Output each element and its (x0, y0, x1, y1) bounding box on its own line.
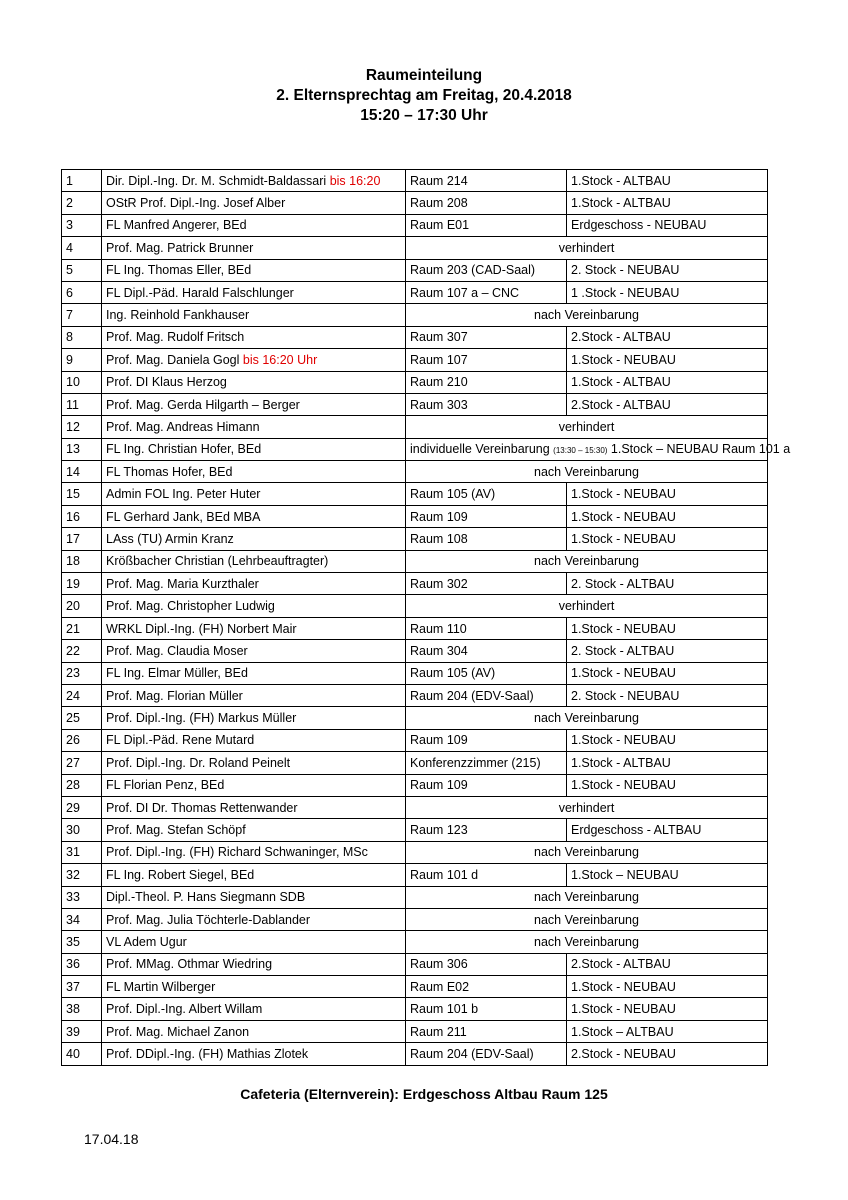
table-row (62, 1020, 768, 1042)
teacher-name (102, 953, 406, 975)
room-cell: Raum 208 (406, 192, 567, 214)
availability-status: nach Vereinbarung (406, 461, 768, 483)
room-cell: Raum 101 d (406, 864, 567, 886)
time-limit-note: bis 16:20 (329, 173, 381, 188)
row-number: 20 (62, 595, 102, 617)
location-cell: 1.Stock - NEUBAU (567, 662, 768, 684)
row-number: 40 (62, 1043, 102, 1065)
teacher-name-text: FL Florian Penz, BEd (106, 778, 225, 793)
teacher-name (102, 550, 406, 572)
teacher-name-text: Ing. Reinhold Fankhauser (106, 308, 250, 323)
row-number: 25 (62, 707, 102, 729)
teacher-name-text: Prof. Dipl.-Ing. (FH) Markus Müller (106, 711, 297, 726)
table-row (62, 304, 768, 326)
teacher-name-text: VL Adem Ugur (106, 934, 187, 949)
teacher-name (102, 908, 406, 930)
table-row (62, 483, 768, 505)
table-row (62, 192, 768, 214)
location-cell: Erdgeschoss - NEUBAU (567, 214, 768, 236)
table-row (62, 259, 768, 281)
teacher-name (102, 841, 406, 863)
row-number: 19 (62, 573, 102, 595)
location-cell: 2.Stock - ALTBAU (567, 326, 768, 348)
location-cell: 1.Stock - NEUBAU (567, 483, 768, 505)
availability-status: verhindert (406, 237, 768, 259)
row-number: 27 (62, 752, 102, 774)
teacher-name (102, 684, 406, 706)
row-number: 9 (62, 349, 102, 371)
teacher-name (102, 931, 406, 953)
table-row (62, 1043, 768, 1065)
teacher-name (102, 595, 406, 617)
row-number: 30 (62, 819, 102, 841)
teacher-name (102, 170, 406, 192)
cafeteria-note: Cafeteria (Elternverein): Erdgeschoss Altbau Raum 125 (240, 1086, 608, 1102)
room-cell: Raum 307 (406, 326, 567, 348)
row-number: 21 (62, 617, 102, 639)
table-row (62, 841, 768, 863)
location-cell: 1.Stock - NEUBAU (567, 349, 768, 371)
teacher-name-text: Prof. MMag. Othmar Wiedring (106, 957, 273, 972)
room-cell: Raum E02 (406, 976, 567, 998)
table-row (62, 528, 768, 550)
row-number: 3 (62, 214, 102, 236)
table-row (62, 281, 768, 303)
teacher-name (102, 662, 406, 684)
teacher-name (102, 304, 406, 326)
room-cell: Raum 204 (EDV-Saal) (406, 1043, 567, 1065)
teacher-name-text: Prof. Mag. Andreas Himann (106, 419, 260, 434)
room-cell: Raum 306 (406, 953, 567, 975)
teacher-name-text: FL Thomas Hofer, BEd (106, 464, 233, 479)
table-row (62, 550, 768, 572)
teacher-name (102, 281, 406, 303)
row-number: 14 (62, 461, 102, 483)
room-cell: Raum 304 (406, 640, 567, 662)
room-cell: Raum 123 (406, 819, 567, 841)
teacher-name-text: Prof. DI Dr. Thomas Rettenwander (106, 800, 298, 815)
location-cell: 1.Stock - NEUBAU (567, 505, 768, 527)
room-cell: Raum 302 (406, 573, 567, 595)
teacher-name (102, 214, 406, 236)
teacher-name-text: Prof. Mag. Florian Müller (106, 688, 243, 703)
availability-status: nach Vereinbarung (406, 931, 768, 953)
teacher-name (102, 774, 406, 796)
availability-status-part: 1.Stock – NEUBAU Raum 101 a (607, 442, 791, 457)
location-cell: 1.Stock – NEUBAU (567, 864, 768, 886)
location-cell: 1.Stock - NEUBAU (567, 729, 768, 751)
table-row (62, 237, 768, 259)
row-number: 39 (62, 1020, 102, 1042)
teacher-name-text: LAss (TU) Armin Kranz (106, 531, 234, 546)
teacher-name (102, 729, 406, 751)
row-number: 38 (62, 998, 102, 1020)
teacher-name-text: WRKL Dipl.-Ing. (FH) Norbert Mair (106, 621, 297, 636)
teacher-name (102, 483, 406, 505)
location-cell: 2. Stock - NEUBAU (567, 259, 768, 281)
document-title: Raumeinteilung (365, 67, 483, 84)
teacher-name-text: Prof. Mag. Stefan Schöpf (106, 823, 246, 838)
table-row (62, 371, 768, 393)
row-number: 36 (62, 953, 102, 975)
teacher-name-text: Prof. Mag. Patrick Brunner (106, 240, 254, 255)
teacher-name-text: FL Gerhard Jank, BEd MBA (106, 509, 261, 524)
teacher-name (102, 617, 406, 639)
row-number: 22 (62, 640, 102, 662)
location-cell: 1 .Stock - NEUBAU (567, 281, 768, 303)
row-number: 12 (62, 416, 102, 438)
teacher-name-text: FL Dipl.-Päd. Rene Mutard (106, 733, 255, 748)
table-row (62, 662, 768, 684)
teacher-name (102, 886, 406, 908)
teacher-name-text: FL Martin Wilberger (106, 979, 216, 994)
availability-status: nach Vereinbarung (406, 550, 768, 572)
teacher-name (102, 505, 406, 527)
availability-status (406, 438, 791, 460)
row-number: 37 (62, 976, 102, 998)
teacher-name (102, 259, 406, 281)
row-number: 15 (62, 483, 102, 505)
location-cell: 1.Stock - ALTBAU (567, 192, 768, 214)
teacher-name (102, 752, 406, 774)
room-cell: Raum 109 (406, 774, 567, 796)
availability-status: nach Vereinbarung (406, 304, 768, 326)
teacher-name (102, 573, 406, 595)
teacher-name-text: Dipl.-Theol. P. Hans Siegmann SDB (106, 890, 306, 905)
room-cell: Raum 107 (406, 349, 567, 371)
location-cell: 1.Stock – ALTBAU (567, 1020, 768, 1042)
room-cell: Raum 210 (406, 371, 567, 393)
table-row (62, 438, 768, 460)
room-cell: Raum E01 (406, 214, 567, 236)
teacher-name (102, 976, 406, 998)
row-number: 16 (62, 505, 102, 527)
room-cell: Raum 108 (406, 528, 567, 550)
room-cell: Raum 109 (406, 505, 567, 527)
table-row (62, 864, 768, 886)
teacher-name (102, 393, 406, 415)
location-cell: 2.Stock - ALTBAU (567, 393, 768, 415)
room-cell: Raum 110 (406, 617, 567, 639)
teacher-name (102, 1020, 406, 1042)
teacher-name-text: FL Ing. Thomas Eller, BEd (106, 263, 252, 278)
teacher-name-text: Admin FOL Ing. Peter Huter (106, 487, 261, 502)
location-cell: 1.Stock - NEUBAU (567, 998, 768, 1020)
document-date: 17.04.18 (84, 1131, 139, 1147)
teacher-name (102, 438, 406, 460)
teacher-name (102, 819, 406, 841)
room-cell: Raum 303 (406, 393, 567, 415)
row-number: 29 (62, 796, 102, 818)
row-number: 4 (62, 237, 102, 259)
location-cell: 2. Stock - ALTBAU (567, 573, 768, 595)
row-number: 8 (62, 326, 102, 348)
row-number: 10 (62, 371, 102, 393)
teacher-name-text: Prof. Mag. Julia Töchterle-Dablander (106, 912, 311, 927)
row-number: 26 (62, 729, 102, 751)
table-row (62, 998, 768, 1020)
teacher-name (102, 371, 406, 393)
teacher-name (102, 461, 406, 483)
teacher-name-text: FL Ing. Christian Hofer, BEd (106, 442, 262, 457)
teacher-name (102, 707, 406, 729)
teacher-name-text: Prof. Mag. Christopher Ludwig (106, 599, 275, 614)
teacher-name-text: FL Ing. Elmar Müller, BEd (106, 666, 248, 681)
row-number: 1 (62, 170, 102, 192)
location-cell: 1.Stock - NEUBAU (567, 617, 768, 639)
teacher-name (102, 349, 406, 371)
teacher-name-text: Prof. Dipl.-Ing. Albert Willam (106, 1002, 263, 1017)
room-cell: Raum 105 (AV) (406, 483, 567, 505)
room-cell: Raum 101 b (406, 998, 567, 1020)
teacher-name-text: Prof. Mag. Daniela Gogl (106, 352, 240, 367)
row-number: 34 (62, 908, 102, 930)
table-row (62, 595, 768, 617)
table-row (62, 461, 768, 483)
row-number: 18 (62, 550, 102, 572)
table-row (62, 617, 768, 639)
table-row (62, 505, 768, 527)
location-cell: 1.Stock - ALTBAU (567, 752, 768, 774)
row-number: 32 (62, 864, 102, 886)
table-row (62, 752, 768, 774)
table-row (62, 819, 768, 841)
location-cell: 2.Stock - ALTBAU (567, 953, 768, 975)
teacher-name-text: Prof. DDipl.-Ing. (FH) Mathias Zlotek (106, 1046, 309, 1061)
row-number: 7 (62, 304, 102, 326)
teacher-name-text: Prof. DI Klaus Herzog (106, 375, 227, 390)
table-row (62, 393, 768, 415)
teacher-name-text: FL Dipl.-Päd. Harald Falschlunger (106, 285, 294, 300)
room-cell: Raum 211 (406, 1020, 567, 1042)
row-number: 35 (62, 931, 102, 953)
teacher-name-text: Prof. Mag. Gerda Hilgarth – Berger (106, 397, 300, 412)
room-cell: Raum 214 (406, 170, 567, 192)
teacher-name (102, 1043, 406, 1065)
table-row (62, 931, 768, 953)
teacher-name (102, 326, 406, 348)
room-cell: Raum 105 (AV) (406, 662, 567, 684)
availability-status: nach Vereinbarung (406, 908, 768, 930)
table-row (62, 326, 768, 348)
row-number: 24 (62, 684, 102, 706)
room-cell: Raum 109 (406, 729, 567, 751)
availability-status: verhindert (406, 416, 768, 438)
document-subtitle: 2. Elternsprechtag am Freitag, 20.4.2018 (276, 87, 572, 104)
teacher-name-text: Prof. Mag. Claudia Moser (106, 643, 248, 658)
table-row (62, 214, 768, 236)
teacher-name (102, 998, 406, 1020)
availability-status: nach Vereinbarung (406, 707, 768, 729)
room-cell: Raum 107 a – CNC (406, 281, 567, 303)
teacher-name-text: Prof. Dipl.-Ing. (FH) Richard Schwaninger, MSc (106, 845, 368, 860)
document-time: 15:20 – 17:30 Uhr (360, 107, 488, 124)
location-cell: 2.Stock - NEUBAU (567, 1043, 768, 1065)
availability-status: nach Vereinbarung (406, 886, 768, 908)
teacher-name (102, 796, 406, 818)
table-row (62, 170, 768, 192)
availability-status: nach Vereinbarung (406, 841, 768, 863)
table-row (62, 573, 768, 595)
document-header (0, 66, 848, 126)
table-row (62, 707, 768, 729)
table-row (62, 976, 768, 998)
teacher-name (102, 864, 406, 886)
availability-status: verhindert (406, 595, 768, 617)
teacher-name (102, 528, 406, 550)
location-cell: 1.Stock - NEUBAU (567, 976, 768, 998)
room-cell: Raum 203 (CAD-Saal) (406, 259, 567, 281)
location-cell: Erdgeschoss - ALTBAU (567, 819, 768, 841)
teacher-name (102, 192, 406, 214)
location-cell: 1.Stock - ALTBAU (567, 371, 768, 393)
table-row (62, 908, 768, 930)
availability-status-part: (13:30 – 15:30) (553, 446, 608, 456)
row-number: 17 (62, 528, 102, 550)
row-number: 13 (62, 438, 102, 460)
location-cell: 1.Stock - NEUBAU (567, 528, 768, 550)
teacher-name-text: OStR Prof. Dipl.-Ing. Josef Alber (106, 196, 286, 211)
teacher-name-text: Prof. Mag. Rudolf Fritsch (106, 330, 245, 345)
teacher-name-text: FL Manfred Angerer, BEd (106, 218, 247, 233)
teacher-name-text: Prof. Mag. Maria Kurzthaler (106, 576, 259, 591)
row-number: 6 (62, 281, 102, 303)
time-limit-note: bis 16:20 Uhr (242, 352, 318, 367)
table-row (62, 640, 768, 662)
table-row (62, 416, 768, 438)
availability-status: verhindert (406, 796, 768, 818)
row-number: 28 (62, 774, 102, 796)
table-row (62, 349, 768, 371)
row-number: 23 (62, 662, 102, 684)
row-number: 11 (62, 393, 102, 415)
availability-status-part: individuelle Vereinbarung (410, 442, 554, 457)
teacher-name (102, 237, 406, 259)
location-cell: 2. Stock - NEUBAU (567, 684, 768, 706)
location-cell: 2. Stock - ALTBAU (567, 640, 768, 662)
teacher-name-text: Krößbacher Christian (Lehrbeauftragter) (106, 554, 329, 569)
row-number: 33 (62, 886, 102, 908)
table-row (62, 796, 768, 818)
room-cell: Raum 204 (EDV-Saal) (406, 684, 567, 706)
teacher-name-text: Prof. Dipl.-Ing. Dr. Roland Peinelt (106, 755, 291, 770)
row-number: 2 (62, 192, 102, 214)
teacher-name-text: Dir. Dipl.-Ing. Dr. M. Schmidt-Baldassari (106, 173, 327, 188)
room-cell: Konferenzzimmer (215) (406, 752, 567, 774)
location-cell: 1.Stock - NEUBAU (567, 774, 768, 796)
table-row (62, 953, 768, 975)
table-row (62, 684, 768, 706)
room-assignment-table (61, 169, 791, 1066)
teacher-name (102, 416, 406, 438)
teacher-name-text: FL Ing. Robert Siegel, BEd (106, 867, 255, 882)
row-number: 31 (62, 841, 102, 863)
table-row (62, 774, 768, 796)
table-row (62, 886, 768, 908)
location-cell: 1.Stock - ALTBAU (567, 170, 768, 192)
teacher-name (102, 640, 406, 662)
table-row (62, 729, 768, 751)
teacher-name-text: Prof. Mag. Michael Zanon (106, 1024, 250, 1039)
row-number: 5 (62, 259, 102, 281)
